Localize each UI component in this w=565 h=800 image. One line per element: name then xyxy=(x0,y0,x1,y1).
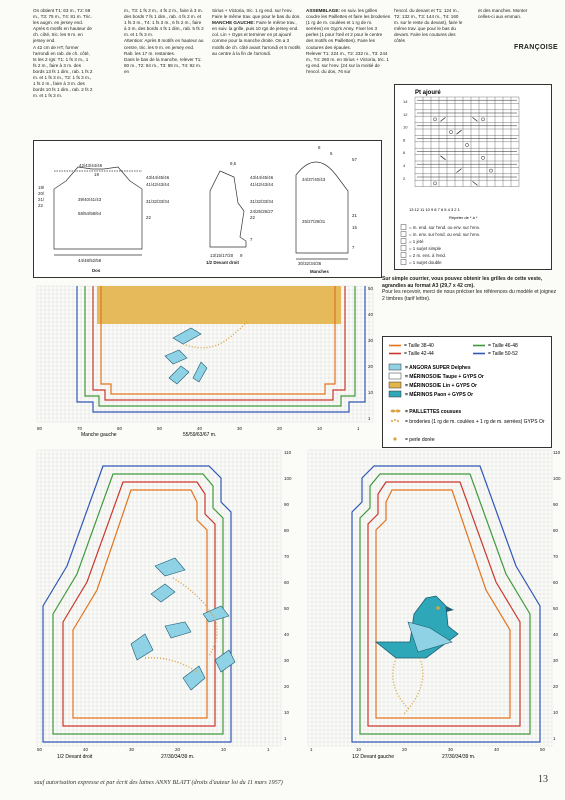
legend-text: = Taille 38-40 xyxy=(404,343,434,349)
dim-text: 7 xyxy=(352,245,355,250)
broderies-legend xyxy=(391,419,545,425)
dim-text: 41/42/43/44 xyxy=(250,182,274,187)
tick-label: 20 xyxy=(175,747,181,752)
tick-label: 30 xyxy=(448,747,454,752)
garment-schemas xyxy=(34,141,383,279)
page-number: 13 xyxy=(538,774,548,785)
legend-text: = m. end. sur l'end. ou env. sur l'env. xyxy=(409,225,480,230)
row-label: 8 xyxy=(403,137,406,143)
yarn-over-mark xyxy=(433,182,436,185)
dot-icon xyxy=(394,419,396,421)
tick-label: 80 xyxy=(37,426,43,431)
legend-text: = Taille 46-48 xyxy=(488,343,518,349)
tick-label: 20 xyxy=(553,684,559,689)
dim-text: 31/32/33/34 xyxy=(146,199,170,204)
yarn-over-mark xyxy=(449,131,452,134)
legend-text: = 1 surjet double xyxy=(409,260,442,265)
outline-t4 xyxy=(352,466,540,742)
tick-label: 1 xyxy=(368,416,371,421)
leaf xyxy=(215,650,235,672)
tick-label: 40 xyxy=(83,747,89,752)
yarn-over-mark xyxy=(481,156,484,159)
legend-text: = MÉRINOSOIE Lin + GYPS Or xyxy=(405,383,477,389)
row-label: 6 xyxy=(403,150,406,156)
tick-label: 90 xyxy=(553,502,559,507)
dim-text: 21/ xyxy=(38,197,45,202)
dim-text: 57 xyxy=(352,157,357,162)
chart-label: Manche gauche xyxy=(81,432,117,438)
tick-label: 40 xyxy=(284,632,290,637)
tick-label: 10 xyxy=(356,747,362,752)
legend-text: = 1 jeté xyxy=(409,239,424,244)
legend-text: = MÉRINOS Paon + GYPS Or xyxy=(405,392,474,398)
paragraph: l'encol. du devant et T1: 124 m., T2: 132 m., T3: 144 m., T4: 160 m. sur le reste du devant), faire le même trav. que pour le bas du devant. Faire les coutures des côtés xyxy=(394,8,463,44)
tick-label: 30 xyxy=(129,747,135,752)
y-ticks xyxy=(553,450,561,741)
legend-symbol xyxy=(401,225,406,230)
text-column-5 xyxy=(394,8,464,45)
tick-label: 100 xyxy=(553,476,561,481)
row-label: 2 xyxy=(403,175,406,181)
dim-text: 22 xyxy=(250,215,255,220)
note-text: Pour les recevoir, merci de nous préciser les références du modèle et joignez 2 timbres (tarif lettre). xyxy=(382,289,557,302)
pearl-icon xyxy=(393,437,396,440)
schema-dos-shape xyxy=(54,167,142,249)
dot-icon xyxy=(391,420,393,422)
dim-text: 13/15/17/20 xyxy=(210,253,234,258)
pt-ajoure-box xyxy=(394,84,552,270)
leaf xyxy=(173,328,201,344)
paillette-icon xyxy=(396,410,401,413)
tick-label: 50 xyxy=(284,606,290,611)
stitch-grid xyxy=(415,97,519,187)
dim-text: 39/40/41/43 xyxy=(78,197,102,202)
legend-symbol xyxy=(401,246,406,251)
section-heading: ASSEMBLAGE: xyxy=(306,8,340,13)
dim-text: 42/43/44/46 xyxy=(79,163,103,168)
y-ticks xyxy=(368,286,374,421)
text-column-1 xyxy=(33,8,93,99)
legend-text: = broderies (1 rg de m. coulées + 1 rg de m. serrées) GYPS Or xyxy=(405,419,545,425)
devant-gauche-chart xyxy=(300,446,562,766)
tick-label: 50 xyxy=(368,286,374,291)
paragraph xyxy=(212,20,302,57)
tick-label: 1 xyxy=(553,736,556,741)
width-label: 55/59/63/67 m. xyxy=(183,432,217,438)
paragraph xyxy=(306,8,390,51)
legend-text: = PAILLETTES cousues xyxy=(405,409,462,415)
yarn-over-mark xyxy=(481,118,484,121)
decrease-mark xyxy=(441,117,446,121)
pt-ajoure-diagram xyxy=(395,85,553,271)
tick-label: 20 xyxy=(277,426,283,431)
tick-label: 30 xyxy=(368,338,374,343)
repeat-label: Répéter de * à * xyxy=(449,215,478,220)
y-ticks xyxy=(284,450,292,741)
tick-label: 100 xyxy=(284,476,292,481)
tick-label: 10 xyxy=(221,747,227,752)
col-labels: 13 12 11 10 9 8 7 6 5 4 3 2 1 xyxy=(409,207,460,212)
dim-text: 22 xyxy=(146,215,151,220)
dim-text: 7 xyxy=(250,237,253,242)
dim-text: 22 xyxy=(38,203,43,208)
bird-motif xyxy=(376,596,458,658)
tick-label: 1 xyxy=(357,426,360,431)
legend-symbol xyxy=(401,232,406,237)
text-column-3 xyxy=(212,8,302,57)
paragraph: et des manches. Monter celles-ci aux emman. xyxy=(478,8,528,20)
tick-label: 60 xyxy=(284,580,290,585)
author-signature: FRANÇOISE xyxy=(514,44,558,51)
paragraph: Dans le bas de la manche, relever T1: 80 m., T2: 84 m., T3: 88 m., T4: 92 m. en xyxy=(124,56,202,74)
dim-text: 44/48/52/58 xyxy=(78,258,102,263)
paragraph: Relever T1: 224 m., T2: 232 m., T3: 244 m., T4: 260 m. en Sirius + Victoria, tric. 1 rg end. sur l'env. (24 sur la moitié de l'encol. du dos, 76 sur xyxy=(306,50,389,74)
tick-label: 40 xyxy=(197,426,203,431)
schema-label: Manches xyxy=(310,269,329,274)
legend-text: = perle dorée xyxy=(405,437,435,443)
paragraph-body: en suiv. les grilles coudre les Paillettes et faire les broderies (1 rg de m. coulées et 1 rg de m. serrées) en Gyp's Anny. Fixer les 3 perles (1 pour l'œil et 2 pour le centre des motifs en Paillettes). Faire les coutures des épaules. xyxy=(306,8,391,50)
legend-text: = ANGORA SUPER Delphes xyxy=(405,365,471,371)
size-legend xyxy=(389,343,518,357)
schemas-box xyxy=(33,140,382,278)
dim-text: 20/ xyxy=(38,191,45,196)
legend-text: = 1 surjet simple xyxy=(409,246,442,251)
dim-text: 24/25/26/27 xyxy=(250,209,274,214)
decrease-mark xyxy=(457,130,462,134)
text-column-6 xyxy=(478,8,538,20)
dim-text: 21 xyxy=(352,213,357,218)
tick-label: 40 xyxy=(494,747,500,752)
perle-legend xyxy=(393,437,434,443)
width-label: 27/30/34/39 m. xyxy=(442,754,476,760)
yarn-over-mark xyxy=(433,118,436,121)
dot-icon xyxy=(397,420,399,422)
size-outlines xyxy=(352,466,540,742)
width-label: 27/30/34/39 m. xyxy=(161,754,195,760)
legend-text: = Taille 42-44 xyxy=(404,351,434,357)
dim-text: 58/54/58/64 xyxy=(78,211,102,216)
tick-label: 70 xyxy=(77,426,83,431)
bird-eye-pearl xyxy=(436,606,440,610)
legend-text: = Taille 50-52 xyxy=(488,351,518,357)
tick-label: 1 xyxy=(267,747,270,752)
paillette-icon xyxy=(391,410,396,413)
tick-label: 110 xyxy=(553,450,561,455)
stitch-legend xyxy=(401,225,480,266)
tick-label: 50 xyxy=(37,747,43,752)
tick-label: 50 xyxy=(540,747,546,752)
dim-text: 9 xyxy=(240,253,243,258)
tick-label: 80 xyxy=(284,528,290,533)
paillettes-legend xyxy=(391,409,462,415)
devant-droit-chart xyxy=(33,446,295,766)
outline-t2 xyxy=(63,482,215,726)
dim-text: 25/27/29/31 xyxy=(302,219,326,224)
leaf xyxy=(151,584,175,602)
tick-label: 90 xyxy=(284,502,290,507)
dim-text: 19/ xyxy=(38,185,45,190)
yarn-swatch xyxy=(389,391,401,397)
paragraph-body: Faire le même trav., en suiv. la grille, puis 10 rgs de jersey end. col. Lin + Gyps et terminer en pt ajouré comme pour la manche droite. On a 3 motifs de ch. côté avant l'arrondi et 5 motifs au centre à la fin de l'arrondi. xyxy=(212,20,301,56)
dim-text: 31/32/33/34 xyxy=(250,199,274,204)
legend-text: = MÉRINOSOIE Taupe + GYPS Or xyxy=(405,374,484,380)
paragraph: Après 6 motifs en hauteur de ch. côté, tric. les 9 m. en jersey end. xyxy=(33,26,92,44)
legend-drawing xyxy=(383,337,553,449)
chart-label: 1/2 Devant gauche xyxy=(352,754,394,760)
grid-title: Pt ajouré xyxy=(415,90,441,96)
tick-label: 20 xyxy=(284,684,290,689)
row-label: 12 xyxy=(403,111,408,117)
tick-label: 30 xyxy=(553,658,559,663)
yarn-swatch xyxy=(389,364,401,370)
dim-text: 8 xyxy=(318,145,321,150)
paragraph: On obtient T1: 63 m., T2: 69 m., T3: 75 m., T4: 81 m. Tric. les augm. en jersey end. xyxy=(33,8,92,26)
tick-label: 10 xyxy=(368,390,374,395)
schema-manche-shape xyxy=(296,162,348,253)
paragraph: Attention: Après 8 motifs en hauteur au centre, tric. les 9 m. en jersey end. xyxy=(124,38,204,50)
tick-label: 40 xyxy=(368,312,374,317)
tick-label: 30 xyxy=(237,426,243,431)
note-bold: Sur simple courrier, vous pouvez obtenir les grilles de cette veste, agrandies au format A3 (29,7 x 42 cm). xyxy=(382,276,543,289)
tick-label: 10 xyxy=(284,710,290,715)
dim-text: 30/32/34/36 xyxy=(298,261,322,266)
dim-text: 43/44/45/46 xyxy=(146,175,170,180)
leaf-motif xyxy=(165,328,207,384)
x-ticks xyxy=(310,747,546,752)
dim-text: 15 xyxy=(352,225,357,230)
yarn-over-mark xyxy=(489,169,492,172)
tick-label: 1 xyxy=(284,736,287,741)
tick-label: 80 xyxy=(553,528,559,533)
text-column-4 xyxy=(306,8,390,75)
row-label: 4 xyxy=(403,163,406,168)
copyright-footer: sauf autorisation expresse et par écrit des laines ANNY BLATT (droits d'auteur loi du 11 mars 1957) xyxy=(34,779,283,786)
x-ticks xyxy=(37,747,270,752)
tick-label: 60 xyxy=(553,580,559,585)
tick-label: 30 xyxy=(284,658,290,663)
legend-symbol xyxy=(401,260,406,265)
legend-text: = 2 m. ens. à l'end. xyxy=(409,253,447,258)
yarn-band xyxy=(97,286,341,324)
row-labels xyxy=(403,99,408,181)
dim-text: 43/44/45/46 xyxy=(250,175,274,180)
yarn-over-mark xyxy=(465,143,468,146)
color-legend xyxy=(382,336,552,448)
decrease-mark xyxy=(473,117,478,121)
tick-label: 60 xyxy=(117,426,123,431)
tick-label: 10 xyxy=(317,426,323,431)
leaf-motif xyxy=(131,558,235,690)
section-heading: MANCHE GAUCHE: xyxy=(212,20,255,26)
tick-label: 50 xyxy=(157,426,163,431)
decrease-mark xyxy=(473,181,478,185)
row-label: 10 xyxy=(403,124,408,130)
bird-beak xyxy=(446,606,454,612)
tick-label: 40 xyxy=(553,632,559,637)
legend-text: = m. env. sur l'end. ou end. sur l'env. xyxy=(409,232,480,237)
legend-symbol xyxy=(401,239,406,244)
text-column-2 xyxy=(124,8,204,75)
tick-label: 50 xyxy=(553,606,559,611)
tick-label: 20 xyxy=(368,364,374,369)
legend-symbol xyxy=(401,253,406,258)
yarn-swatch xyxy=(389,382,401,388)
tick-label: 70 xyxy=(284,554,290,559)
paragraph: A 42 cm de HT, former l'arrondi en rab. de ch. côté, ts les 2 rgs: T1: 1 fs 3 m., 1 fs 2 m., faire à 3 m. des bords 13 fs 1 dim., rab. 1 fs 2 m. et 1 fs 3 m., T2: 1 fs 3 m., 1 fs 2 m., faire à 3 m. des bords 10 fs 1 dim., rab. 2 fs 2 m. et 1 fs 3 m. xyxy=(33,44,93,99)
leaf xyxy=(155,558,185,576)
schema-devant-shape xyxy=(210,171,246,247)
tick-label: 110 xyxy=(284,450,292,455)
tick-label: 20 xyxy=(402,747,408,752)
decrease-mark xyxy=(441,156,446,160)
manche-gauche-chart xyxy=(33,282,378,442)
schema-label: 1/2 Devant droit xyxy=(206,260,239,265)
dim-text: 5 xyxy=(330,151,333,156)
yarn-legend xyxy=(389,364,484,398)
courrier-note xyxy=(382,276,557,332)
tick-label: 70 xyxy=(553,554,559,559)
paragraph: Sirius + Victoria, tric. 1 rg end. sur l'env. Faire le même trav. que pour le bas du dos. xyxy=(212,8,301,20)
chart-label: 1/2 Devant droit xyxy=(57,754,93,760)
paragraph: m., T3: 1 fs 3 m., 4 fs 2 m., faire à 3 m. des bords 7 fs 1 dim., rab. 4 fs 2 m. et 1 fs 3 m., T4: 1 fs 3 m., 6 fs 2 m., faire à 3 m. des bords 4 fs 1 dim., rab. 5 fs 2 m. et 1 fs 3 m. xyxy=(124,8,204,38)
tick-label: 1 xyxy=(310,747,313,752)
dim-text: 9,5 xyxy=(230,161,237,166)
row-label: 14 xyxy=(403,99,408,104)
x-ticks xyxy=(37,426,360,431)
paragraph: Rab. les 17 m. restantes. xyxy=(124,50,176,56)
schema-label: Dos xyxy=(92,268,101,273)
yarn-swatch xyxy=(389,373,401,379)
tick-label: 10 xyxy=(553,710,559,715)
leaf xyxy=(169,366,189,384)
dim-text: 41/42/43/44 xyxy=(146,182,170,187)
dim-text: 19 xyxy=(94,172,99,177)
dim-text: 34/37/40/43 xyxy=(302,177,326,182)
decrease-mark xyxy=(457,169,462,173)
